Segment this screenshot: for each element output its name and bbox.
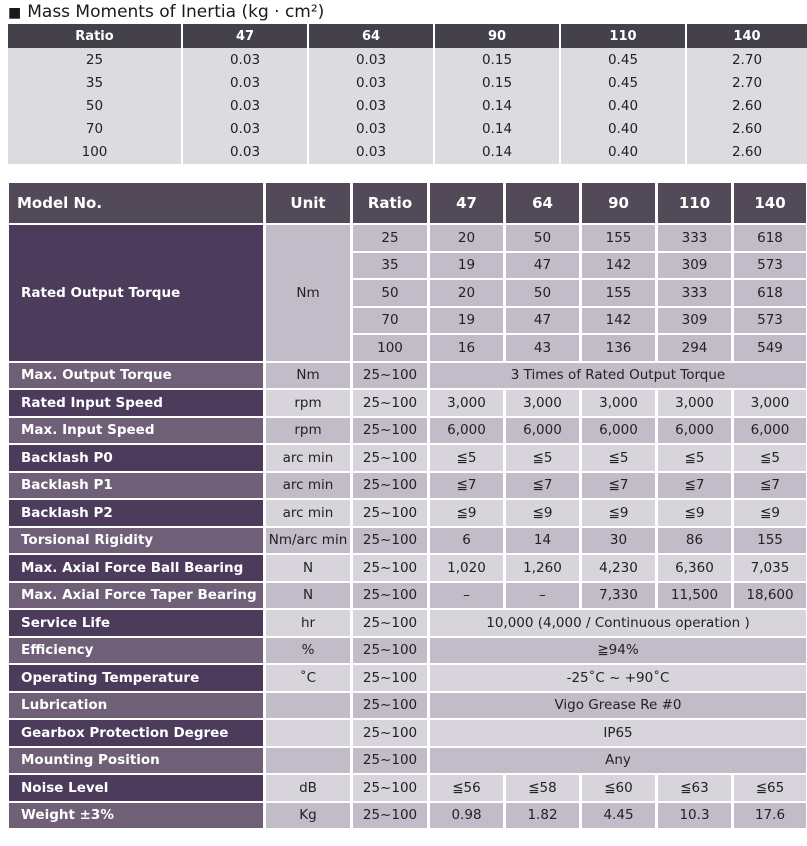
spec-header-cell: Ratio xyxy=(353,183,427,223)
torque-cell: 25 xyxy=(353,225,427,251)
page-title-text: Mass Moments of Inertia (kg · cm²) xyxy=(27,2,325,22)
spec-value-cell: ≦5 xyxy=(506,445,579,471)
spec-unit-cell: hr xyxy=(266,610,350,636)
torque-cell: 70 xyxy=(353,308,427,334)
spec-value-cell: 6,000 xyxy=(506,418,579,444)
spec-row xyxy=(9,473,806,499)
torque-cell: 142 xyxy=(582,308,655,334)
spec-row xyxy=(9,775,806,801)
spec-value-cell: ≦7 xyxy=(734,473,806,499)
spec-header-cell: 140 xyxy=(734,183,806,223)
spec-value-cell: ≦5 xyxy=(582,445,655,471)
inertia-header-cell: 90 xyxy=(435,24,559,48)
spec-row xyxy=(9,748,806,774)
inertia-cell: 0.03 xyxy=(309,117,433,140)
torque-cell: 20 xyxy=(430,280,503,306)
inertia-row xyxy=(8,117,807,140)
spec-row-label: Noise Level xyxy=(9,775,263,801)
spec-span-cell: Any xyxy=(430,748,806,774)
spec-ratio-cell: 25~100 xyxy=(353,418,427,444)
inertia-cell: 0.15 xyxy=(435,48,559,71)
torque-cell: 155 xyxy=(582,225,655,251)
torque-cell: 35 xyxy=(353,253,427,279)
inertia-header-cell: 64 xyxy=(309,24,433,48)
spec-row xyxy=(9,418,806,444)
spec-row-label: Operating Temperature xyxy=(9,665,263,691)
spec-ratio-cell: 25~100 xyxy=(353,665,427,691)
spec-value-cell: 6,000 xyxy=(658,418,731,444)
inertia-cell: 0.03 xyxy=(309,71,433,94)
spec-span-cell: -25˚C ~ +90˚C xyxy=(430,665,806,691)
spec-value-cell: ≦7 xyxy=(658,473,731,499)
spec-value-cell: 3,000 xyxy=(734,390,806,416)
spec-ratio-cell: 25~100 xyxy=(353,748,427,774)
spec-value-cell: ≦65 xyxy=(734,775,806,801)
inertia-cell: 0.14 xyxy=(435,140,559,164)
inertia-cell: 0.03 xyxy=(183,140,307,164)
spec-unit-cell: arc min xyxy=(266,473,350,499)
spec-row-label: Torsional Rigidity xyxy=(9,528,263,554)
spec-header-cell: 110 xyxy=(658,183,731,223)
spec-value-cell: ≦9 xyxy=(506,500,579,526)
spec-unit-cell: arc min xyxy=(266,500,350,526)
inertia-cell: 70 xyxy=(8,117,181,140)
torque-cell: 309 xyxy=(658,253,731,279)
spec-ratio-cell: 25~100 xyxy=(353,720,427,746)
spec-value-cell: 30 xyxy=(582,528,655,554)
spec-value-cell: 6,000 xyxy=(430,418,503,444)
torque-cell: 155 xyxy=(582,280,655,306)
spec-unit-cell: arc min xyxy=(266,445,350,471)
spec-row-label: Efficiency xyxy=(9,638,263,664)
spec-unit-cell: Nm/arc min xyxy=(266,528,350,554)
spec-row xyxy=(9,693,806,719)
spec-header-cell: 47 xyxy=(430,183,503,223)
inertia-table xyxy=(6,24,807,164)
inertia-cell: 0.14 xyxy=(435,94,559,117)
page-title xyxy=(8,1,324,23)
spec-value-cell: 6,360 xyxy=(658,555,731,581)
inertia-cell: 100 xyxy=(8,140,181,164)
spec-row-label: Backlash P2 xyxy=(9,500,263,526)
torque-cell: 618 xyxy=(734,225,806,251)
spec-unit-cell: Kg xyxy=(266,803,350,829)
spec-row xyxy=(9,638,806,664)
inertia-cell: 0.14 xyxy=(435,117,559,140)
spec-value-cell: 11,500 xyxy=(658,583,731,609)
spec-unit-cell xyxy=(266,748,350,774)
spec-row xyxy=(9,390,806,416)
spec-value-cell: 10.3 xyxy=(658,803,731,829)
spec-ratio-cell: 25~100 xyxy=(353,528,427,554)
inertia-header-cell: 110 xyxy=(561,24,685,48)
inertia-cell: 50 xyxy=(8,94,181,117)
spec-row-label: Mounting Position xyxy=(9,748,263,774)
inertia-row xyxy=(8,140,807,164)
spec-value-cell: 3,000 xyxy=(430,390,503,416)
inertia-cell: 0.03 xyxy=(183,94,307,117)
spec-unit-cell: % xyxy=(266,638,350,664)
spec-value-cell: ≦7 xyxy=(430,473,503,499)
spec-value-cell: ≦60 xyxy=(582,775,655,801)
spec-row xyxy=(9,500,806,526)
inertia-cell: 0.40 xyxy=(561,94,685,117)
square-bullet-icon: ■ xyxy=(8,5,22,21)
spec-unit-cell xyxy=(266,720,350,746)
torque-cell: 19 xyxy=(430,308,503,334)
spec-value-cell: ≦9 xyxy=(430,500,503,526)
torque-cell: 136 xyxy=(582,335,655,361)
spec-row-label: Max. Output Torque xyxy=(9,363,263,389)
spec-row xyxy=(9,583,806,609)
spec-unit-cell: rpm xyxy=(266,390,350,416)
inertia-header-row xyxy=(8,24,807,48)
spec-value-cell: 18,600 xyxy=(734,583,806,609)
spec-span-cell: ≧94% xyxy=(430,638,806,664)
torque-cell: 16 xyxy=(430,335,503,361)
inertia-cell: 2.60 xyxy=(687,140,807,164)
torque-label: Rated Output Torque xyxy=(9,225,263,361)
spec-row xyxy=(9,555,806,581)
inertia-row xyxy=(8,48,807,71)
spec-unit-cell: N xyxy=(266,583,350,609)
spec-value-cell: 4.45 xyxy=(582,803,655,829)
inertia-cell: 2.70 xyxy=(687,71,807,94)
torque-cell: 50 xyxy=(506,225,579,251)
spec-value-cell: 3,000 xyxy=(658,390,731,416)
spec-row-label: Weight ±3% xyxy=(9,803,263,829)
spec-value-cell: 1,260 xyxy=(506,555,579,581)
spec-value-cell: 3,000 xyxy=(582,390,655,416)
torque-cell: 100 xyxy=(353,335,427,361)
spec-value-cell: 4,230 xyxy=(582,555,655,581)
inertia-cell: 2.60 xyxy=(687,94,807,117)
spec-row xyxy=(9,445,806,471)
spec-row-label: Gearbox Protection Degree xyxy=(9,720,263,746)
torque-cell: 50 xyxy=(506,280,579,306)
inertia-cell: 2.70 xyxy=(687,48,807,71)
spec-value-cell: ≦9 xyxy=(582,500,655,526)
spec-header-cell: Unit xyxy=(266,183,350,223)
spec-value-cell: 6,000 xyxy=(582,418,655,444)
spec-row xyxy=(9,528,806,554)
spec-value-cell: 7,330 xyxy=(582,583,655,609)
torque-cell: 573 xyxy=(734,308,806,334)
inertia-cell: 25 xyxy=(8,48,181,71)
spec-header-cell: 90 xyxy=(582,183,655,223)
spec-row-label: Max. Axial Force Taper Bearing xyxy=(9,583,263,609)
spec-value-cell: – xyxy=(430,583,503,609)
spec-value-cell: ≦5 xyxy=(430,445,503,471)
inertia-cell: 0.03 xyxy=(183,71,307,94)
spec-value-cell: 6 xyxy=(430,528,503,554)
torque-cell: 333 xyxy=(658,280,731,306)
spec-value-cell: ≦5 xyxy=(734,445,806,471)
torque-cell: 20 xyxy=(430,225,503,251)
inertia-cell: 2.60 xyxy=(687,117,807,140)
torque-cell: 142 xyxy=(582,253,655,279)
inertia-header-cell: 140 xyxy=(687,24,807,48)
spec-value-cell: ≦9 xyxy=(658,500,731,526)
spec-value-cell: ≦5 xyxy=(658,445,731,471)
inertia-cell: 35 xyxy=(8,71,181,94)
inertia-header-cell: 47 xyxy=(183,24,307,48)
spec-span-cell: 3 Times of Rated Output Torque xyxy=(430,363,806,389)
spec-unit-cell: ˚C xyxy=(266,665,350,691)
torque-cell: 47 xyxy=(506,253,579,279)
spec-ratio-cell: 25~100 xyxy=(353,445,427,471)
spec-value-cell: 7,035 xyxy=(734,555,806,581)
inertia-row xyxy=(8,94,807,117)
spec-value-cell: ≦63 xyxy=(658,775,731,801)
spec-header-row xyxy=(9,183,806,223)
spec-ratio-cell: 25~100 xyxy=(353,803,427,829)
spec-value-cell: ≦9 xyxy=(734,500,806,526)
spec-ratio-cell: 25~100 xyxy=(353,555,427,581)
spec-ratio-cell: 25~100 xyxy=(353,583,427,609)
inertia-cell: 0.40 xyxy=(561,140,685,164)
torque-cell: 19 xyxy=(430,253,503,279)
spec-ratio-cell: 25~100 xyxy=(353,473,427,499)
spec-value-cell: ≦7 xyxy=(506,473,579,499)
spec-value-cell: 14 xyxy=(506,528,579,554)
spec-row xyxy=(9,720,806,746)
spec-span-cell: 10,000 (4,000 / Continuous operation ) xyxy=(430,610,806,636)
spec-value-cell: ≦7 xyxy=(582,473,655,499)
spec-row xyxy=(9,803,806,829)
spec-value-cell: 86 xyxy=(658,528,731,554)
inertia-cell: 0.03 xyxy=(309,94,433,117)
spec-value-cell: 6,000 xyxy=(734,418,806,444)
inertia-cell: 0.45 xyxy=(561,71,685,94)
spec-value-cell: 1,020 xyxy=(430,555,503,581)
torque-cell: 309 xyxy=(658,308,731,334)
torque-cell: 333 xyxy=(658,225,731,251)
spec-row-label: Service Life xyxy=(9,610,263,636)
torque-row xyxy=(9,225,806,251)
torque-cell: 618 xyxy=(734,280,806,306)
inertia-cell: 0.40 xyxy=(561,117,685,140)
spec-value-cell: 0.98 xyxy=(430,803,503,829)
spec-ratio-cell: 25~100 xyxy=(353,390,427,416)
spec-row-label: Backlash P0 xyxy=(9,445,263,471)
spec-ratio-cell: 25~100 xyxy=(353,363,427,389)
spec-value-cell: ≦58 xyxy=(506,775,579,801)
spec-row-label: Rated Input Speed xyxy=(9,390,263,416)
spec-value-cell: 155 xyxy=(734,528,806,554)
spec-ratio-cell: 25~100 xyxy=(353,775,427,801)
inertia-cell: 0.15 xyxy=(435,71,559,94)
spec-value-cell: 3,000 xyxy=(506,390,579,416)
torque-cell: 549 xyxy=(734,335,806,361)
spec-ratio-cell: 25~100 xyxy=(353,693,427,719)
spec-span-cell: Vigo Grease Re #0 xyxy=(430,693,806,719)
spec-unit-cell: rpm xyxy=(266,418,350,444)
inertia-header-cell: Ratio xyxy=(8,24,181,48)
spec-value-cell: ≦56 xyxy=(430,775,503,801)
spec-row xyxy=(9,363,806,389)
spec-row-label: Max. Axial Force Ball Bearing xyxy=(9,555,263,581)
spec-row xyxy=(9,665,806,691)
spec-row-label: Backlash P1 xyxy=(9,473,263,499)
spec-span-cell: IP65 xyxy=(430,720,806,746)
spec-value-cell: – xyxy=(506,583,579,609)
spec-unit-cell: N xyxy=(266,555,350,581)
spec-header-cell: Model No. xyxy=(9,183,263,223)
spec-row-label: Max. Input Speed xyxy=(9,418,263,444)
inertia-cell: 0.03 xyxy=(309,140,433,164)
spec-value-cell: 17.6 xyxy=(734,803,806,829)
spec-ratio-cell: 25~100 xyxy=(353,638,427,664)
spec-row xyxy=(9,610,806,636)
inertia-cell: 0.45 xyxy=(561,48,685,71)
inertia-cell: 0.03 xyxy=(183,48,307,71)
spec-header-cell: 64 xyxy=(506,183,579,223)
spec-unit-cell: dB xyxy=(266,775,350,801)
spec-unit-cell xyxy=(266,693,350,719)
spec-table xyxy=(6,181,807,830)
torque-cell: 50 xyxy=(353,280,427,306)
torque-cell: 294 xyxy=(658,335,731,361)
inertia-row xyxy=(8,71,807,94)
spec-value-cell: 1.82 xyxy=(506,803,579,829)
spec-row-label: Lubrication xyxy=(9,693,263,719)
torque-cell: 47 xyxy=(506,308,579,334)
torque-cell: 43 xyxy=(506,335,579,361)
torque-cell: 573 xyxy=(734,253,806,279)
spec-ratio-cell: 25~100 xyxy=(353,610,427,636)
torque-unit: Nm xyxy=(266,225,350,361)
spec-ratio-cell: 25~100 xyxy=(353,500,427,526)
spec-unit-cell: Nm xyxy=(266,363,350,389)
inertia-cell: 0.03 xyxy=(309,48,433,71)
inertia-cell: 0.03 xyxy=(183,117,307,140)
